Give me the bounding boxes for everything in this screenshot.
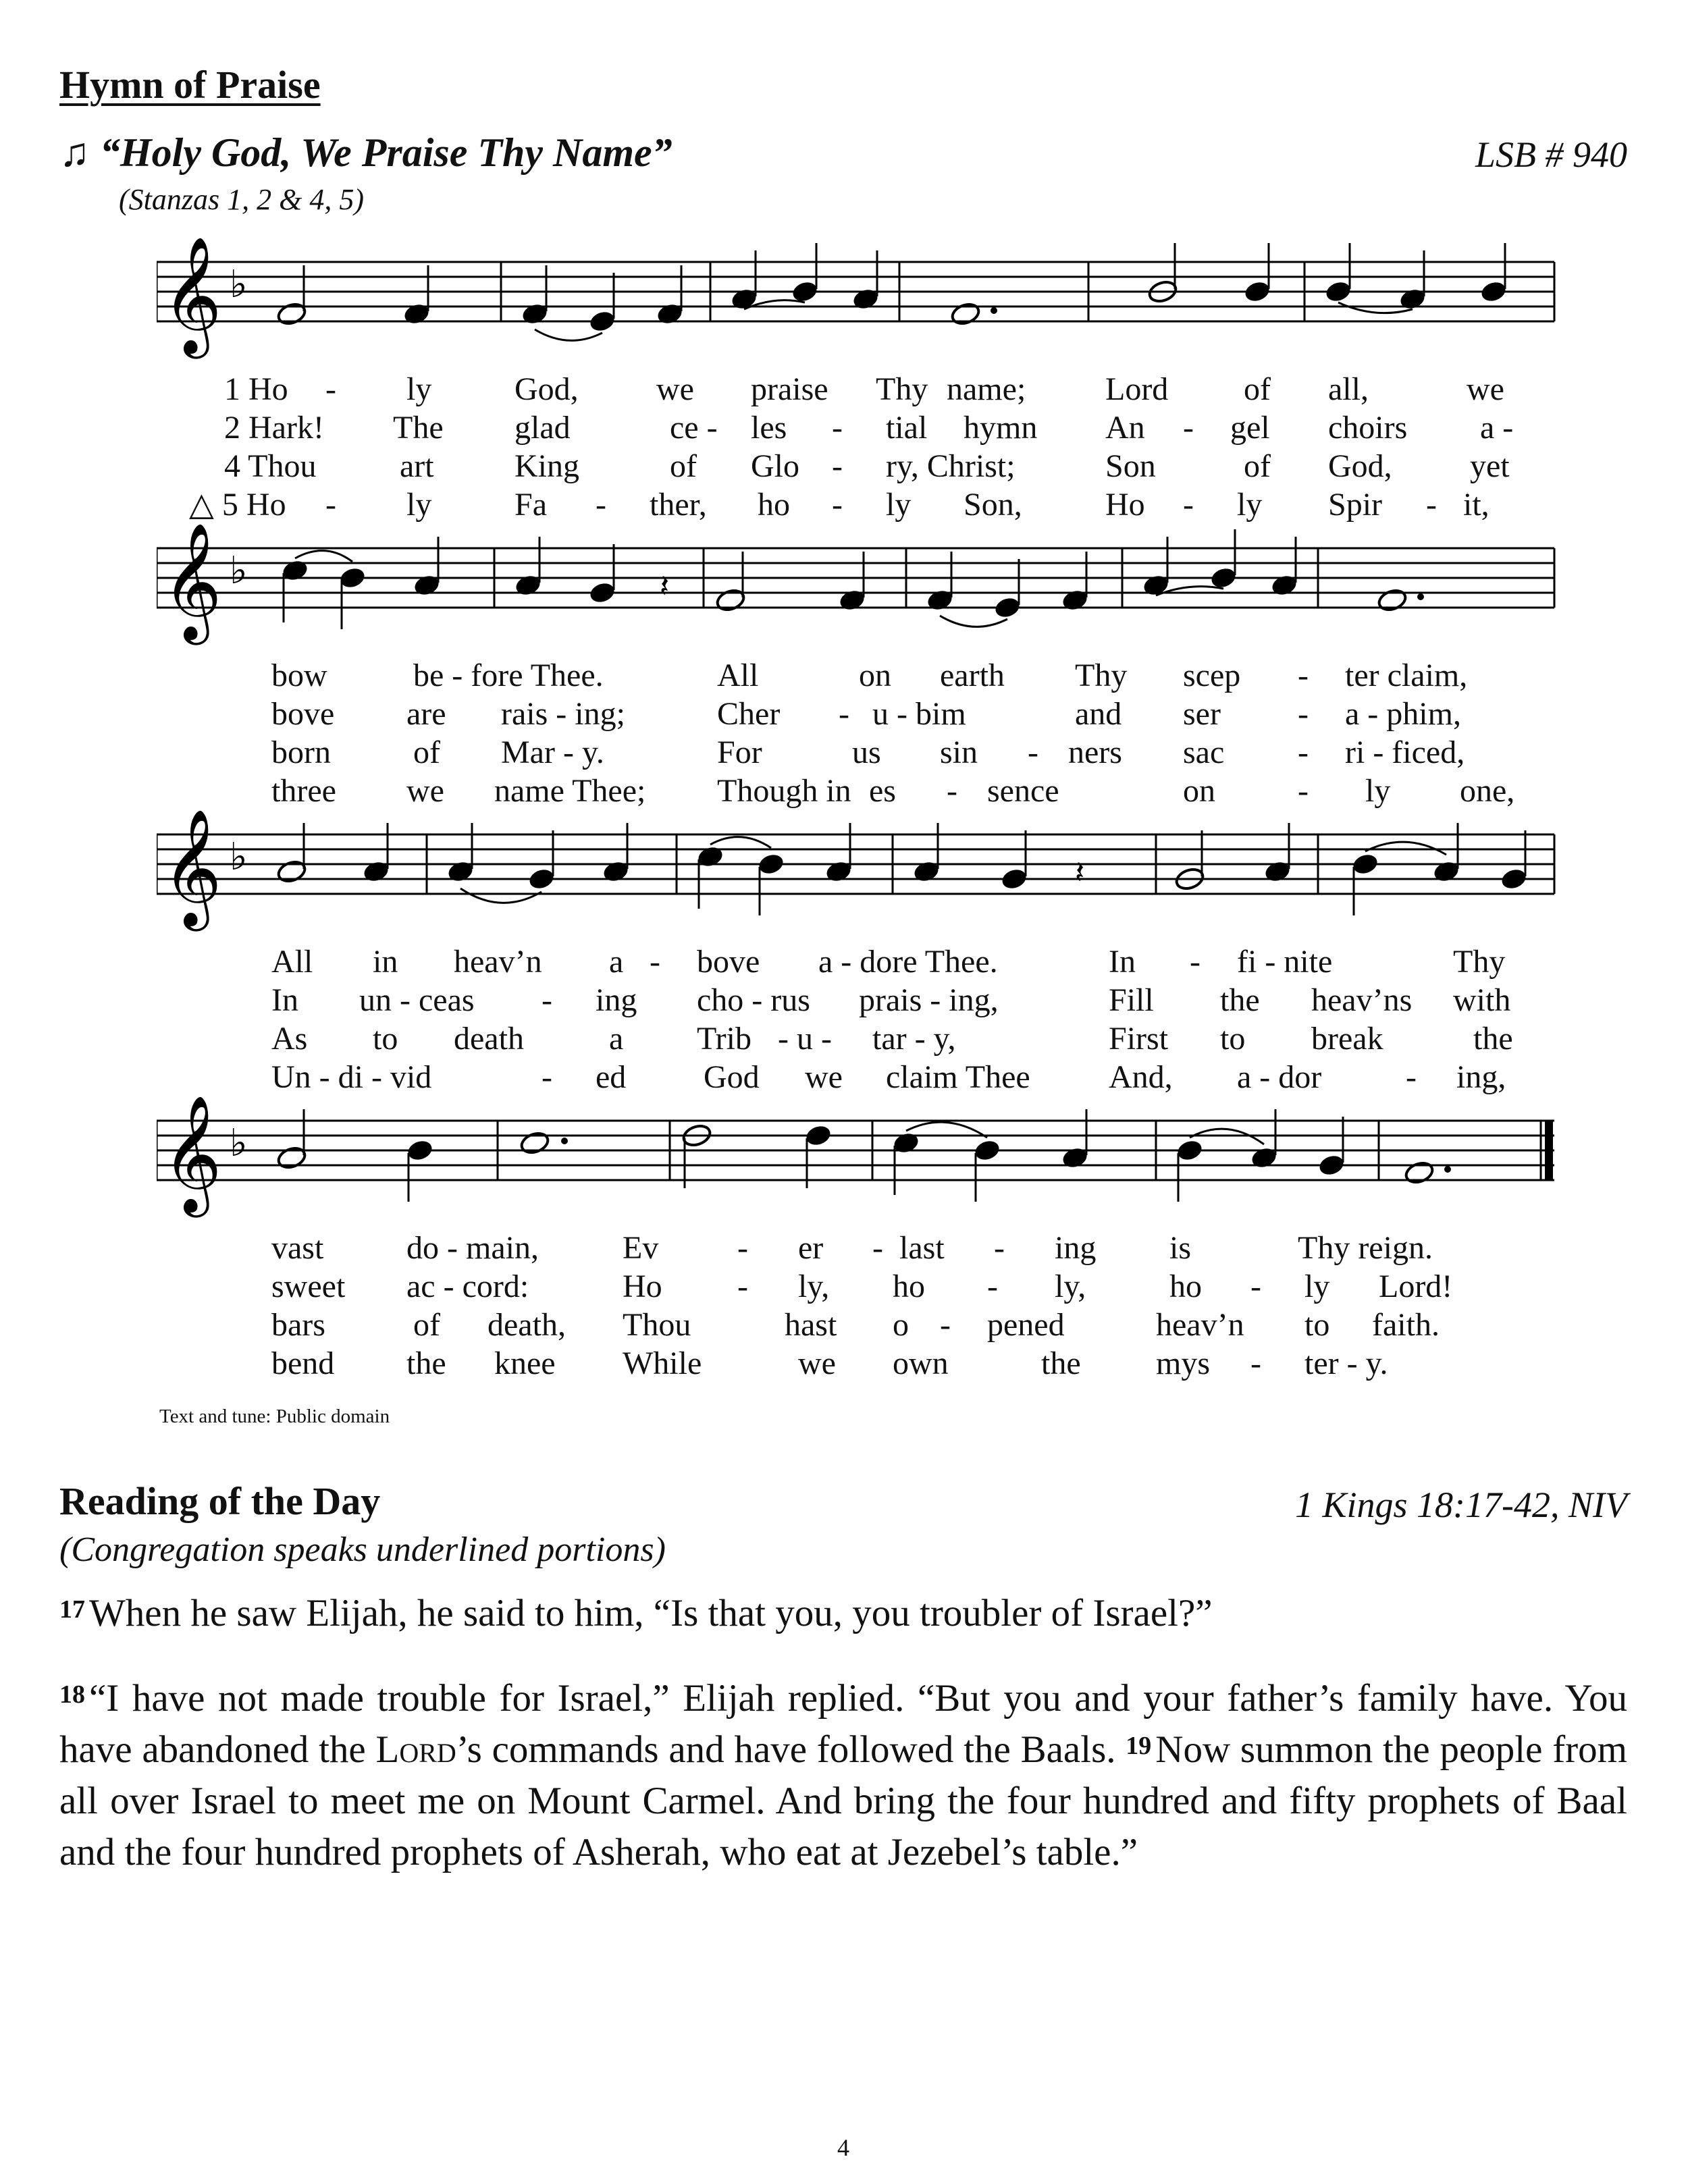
lyric-syllable: Mar - y. bbox=[501, 735, 604, 770]
lord-smallcaps: Lord bbox=[375, 1728, 456, 1771]
lyric-syllable: God, bbox=[1328, 448, 1392, 484]
lyric-line bbox=[157, 1344, 1561, 1383]
lyric-syllable: er bbox=[798, 1230, 824, 1266]
lyric-syllable: a - dore Thee. bbox=[818, 944, 998, 980]
lyric-syllable: les bbox=[751, 410, 787, 446]
lyric-syllable: to bbox=[373, 1021, 398, 1057]
svg-text:♭: ♭ bbox=[230, 263, 248, 307]
lyric-syllable: ter - y. bbox=[1304, 1346, 1388, 1381]
stanzas-note: (Stanzas 1, 2 & 4, 5) bbox=[119, 183, 364, 216]
lyric-syllable: born bbox=[271, 735, 331, 770]
lyric-syllable: Ho bbox=[1105, 487, 1145, 523]
svg-text:𝄽: 𝄽 bbox=[1075, 854, 1085, 890]
staff-4 bbox=[157, 1094, 1561, 1229]
lyric-syllable: ing bbox=[1055, 1230, 1097, 1266]
hymn-title-row bbox=[59, 130, 672, 176]
lyric-syllable: - bbox=[940, 1307, 951, 1343]
lyric-syllable: to bbox=[1304, 1307, 1330, 1343]
svg-text:♭: ♭ bbox=[230, 549, 248, 593]
lyric-syllable: - bbox=[325, 371, 336, 407]
lyric-syllable: name; bbox=[947, 371, 1026, 407]
lyric-syllable: sence bbox=[987, 773, 1059, 809]
hymn-credit: Text and tune: Public domain bbox=[159, 1406, 390, 1427]
lyric-syllable: ce - bbox=[670, 410, 718, 446]
lyric-syllable: heav’ns bbox=[1311, 982, 1413, 1018]
lyric-syllable: - bbox=[1298, 735, 1309, 770]
lyric-syllable: the bbox=[1220, 982, 1260, 1018]
lyric-line bbox=[157, 1306, 1561, 1344]
lyric-syllable: - bbox=[1406, 1059, 1417, 1095]
lyric-syllable: All bbox=[271, 944, 313, 980]
lyric-syllable: prais - ing, bbox=[859, 982, 999, 1018]
lyric-syllable: 1 Ho bbox=[224, 371, 288, 407]
svg-text:♭: ♭ bbox=[230, 1121, 248, 1165]
lyric-syllable: hast bbox=[785, 1307, 837, 1343]
lyric-syllable: of bbox=[670, 448, 697, 484]
lyric-syllable: heav’n bbox=[454, 944, 542, 980]
lyric-syllable: sac bbox=[1183, 735, 1225, 770]
lyric-syllable: sin bbox=[940, 735, 978, 770]
lyric-syllable: a - phim, bbox=[1345, 696, 1461, 732]
lyric-line bbox=[157, 981, 1561, 1019]
svg-text:𝄞: 𝄞 bbox=[162, 236, 222, 354]
lyric-syllable: An bbox=[1105, 410, 1145, 446]
lyric-line bbox=[157, 772, 1561, 810]
lyric-syllable: break bbox=[1311, 1021, 1383, 1057]
lyric-syllable: bow bbox=[271, 658, 327, 693]
lyric-syllable: ly, bbox=[1055, 1269, 1086, 1304]
lyric-syllable: knee bbox=[494, 1346, 556, 1381]
lyric-syllable: tar - y, bbox=[872, 1021, 956, 1057]
lyric-syllable: do - main, bbox=[406, 1230, 539, 1266]
reading-reference: 1 Kings 18:17-42, NIV bbox=[1295, 1485, 1627, 1525]
lyric-syllable: we bbox=[656, 371, 694, 407]
lyric-syllable: - bbox=[1298, 696, 1309, 732]
verse-number: 19 bbox=[1126, 1732, 1152, 1760]
lyric-syllable: As bbox=[271, 1021, 308, 1057]
lyric-syllable: Fa bbox=[515, 487, 547, 523]
lyric-syllable: hymn bbox=[964, 410, 1038, 446]
lyric-syllable: ter claim, bbox=[1345, 658, 1468, 693]
lyric-syllable: ly bbox=[406, 371, 432, 407]
lyric-syllable: to bbox=[1220, 1021, 1246, 1057]
lyric-syllable: three bbox=[271, 773, 336, 809]
lyric-syllable: bove bbox=[271, 696, 335, 732]
lyric-syllable: Un - di - vid bbox=[271, 1059, 432, 1095]
hymn-reference: LSB # 940 bbox=[1475, 134, 1627, 175]
lyric-syllable: In bbox=[271, 982, 298, 1018]
lyric-line bbox=[157, 408, 1561, 447]
lyric-syllable: △ 5 Ho bbox=[189, 487, 286, 523]
lyric-syllable: of bbox=[413, 1307, 440, 1343]
lyric-line bbox=[157, 370, 1561, 408]
lyric-syllable: - bbox=[1183, 410, 1194, 446]
staff-2 bbox=[157, 521, 1561, 656]
svg-text:𝄽: 𝄽 bbox=[660, 568, 670, 604]
lyric-syllable: es bbox=[869, 773, 896, 809]
music-system-4 bbox=[157, 1094, 1561, 1383]
lyric-syllable: cho - rus bbox=[697, 982, 810, 1018]
lyric-syllable: - bbox=[737, 1230, 748, 1266]
lyric-syllable: - bbox=[832, 487, 843, 523]
lyric-syllable: - bbox=[872, 1230, 883, 1266]
lyric-line bbox=[157, 485, 1561, 524]
lyric-syllable: ry, Christ; bbox=[886, 448, 1016, 484]
lyric-syllable: pened bbox=[987, 1307, 1065, 1343]
lyric-syllable: heav’n bbox=[1156, 1307, 1244, 1343]
verse-17: $^{17}$ When he saw Elijah, he said to him, “Is that you, you troubler of Israel?” bbox=[59, 1592, 1213, 1634]
lyric-syllable: - bbox=[1028, 735, 1038, 770]
lyric-syllable: - bbox=[325, 487, 336, 523]
lyric-syllable: - bbox=[1183, 487, 1194, 523]
lyric-syllable: - bbox=[832, 410, 843, 446]
lyric-syllable: the bbox=[1473, 1021, 1513, 1057]
lyric-syllable: ho bbox=[758, 487, 790, 523]
lyric-syllable: God, bbox=[515, 371, 579, 407]
lyric-syllable: Ho bbox=[623, 1269, 662, 1304]
lyric-syllable: Thy bbox=[876, 371, 928, 407]
lyric-syllable: gel bbox=[1230, 410, 1270, 446]
lyric-syllable: Spir bbox=[1328, 487, 1383, 523]
lyric-syllable: sweet bbox=[271, 1269, 346, 1304]
system-3-lyrics bbox=[157, 942, 1561, 1096]
lyric-syllable: ser bbox=[1183, 696, 1221, 732]
lyric-syllable: death, bbox=[487, 1307, 566, 1343]
lyric-syllable: a bbox=[609, 944, 624, 980]
lyric-syllable: Thy reign. bbox=[1298, 1230, 1433, 1266]
lyric-syllable: and bbox=[1075, 696, 1122, 732]
lyric-syllable: one, bbox=[1460, 773, 1515, 809]
lyric-syllable: bend bbox=[271, 1346, 335, 1381]
lyric-syllable: the bbox=[406, 1346, 446, 1381]
lyric-syllable: yet bbox=[1470, 448, 1510, 484]
lyric-syllable: ly bbox=[886, 487, 912, 523]
staff-1 bbox=[157, 235, 1561, 370]
lyric-syllable: rais - ing; bbox=[501, 696, 625, 732]
lyric-syllable: Glo bbox=[751, 448, 799, 484]
lyric-syllable: last bbox=[899, 1230, 945, 1266]
lyric-line bbox=[157, 695, 1561, 733]
lyric-syllable: are bbox=[406, 696, 446, 732]
lyric-syllable: ly bbox=[1365, 773, 1391, 809]
lyric-syllable: we bbox=[805, 1059, 843, 1095]
music-system-3 bbox=[157, 807, 1561, 1096]
lyric-syllable: Fill bbox=[1109, 982, 1154, 1018]
lyric-syllable: The bbox=[393, 410, 444, 446]
lyric-syllable: bove bbox=[697, 944, 760, 980]
lyric-syllable: ed bbox=[596, 1059, 627, 1095]
lyric-syllable: - bbox=[832, 448, 843, 484]
lyric-syllable: of bbox=[413, 735, 440, 770]
lyric-syllable: - bbox=[1298, 658, 1309, 693]
lyric-syllable: - bbox=[596, 487, 606, 523]
lyric-syllable: death bbox=[454, 1021, 524, 1057]
lyric-line bbox=[157, 942, 1561, 981]
lyric-syllable: praise bbox=[751, 371, 828, 407]
staff-3 bbox=[157, 807, 1561, 942]
reading-note: (Congregation speaks underlined portions) bbox=[59, 1530, 666, 1569]
lyric-syllable: a bbox=[609, 1021, 624, 1057]
lyric-syllable: - bbox=[987, 1269, 998, 1304]
lyric-syllable: be - fore Thee. bbox=[413, 658, 604, 693]
lyric-line bbox=[157, 733, 1561, 772]
lyric-syllable: - bbox=[1250, 1269, 1261, 1304]
lyric-syllable: - bbox=[650, 944, 660, 980]
lyric-syllable: ho bbox=[893, 1269, 925, 1304]
lyric-syllable: claim Thee bbox=[886, 1059, 1030, 1095]
lyric-syllable: glad bbox=[515, 410, 571, 446]
lyric-syllable: First bbox=[1109, 1021, 1169, 1057]
lyric-syllable: we bbox=[406, 773, 444, 809]
lyric-syllable: earth bbox=[940, 658, 1005, 693]
lyric-syllable: bars bbox=[271, 1307, 325, 1343]
lyric-syllable: Son bbox=[1105, 448, 1156, 484]
lyric-syllable: a - dor bbox=[1237, 1059, 1322, 1095]
lyric-syllable: all, bbox=[1328, 371, 1369, 407]
lyric-syllable: - bbox=[839, 696, 849, 732]
page-number: 4 bbox=[837, 2134, 849, 2161]
svg-text:𝄞: 𝄞 bbox=[162, 1095, 222, 1213]
lyric-syllable: ly bbox=[1237, 487, 1263, 523]
verse-number: 17 bbox=[59, 1595, 85, 1624]
lyric-line bbox=[157, 1229, 1561, 1267]
lyric-syllable: ly bbox=[406, 487, 432, 523]
lyric-line bbox=[157, 656, 1561, 695]
verse-number: 18 bbox=[59, 1680, 85, 1709]
lyric-line bbox=[157, 1019, 1561, 1058]
system-2-lyrics bbox=[157, 656, 1561, 810]
lyric-syllable: vast bbox=[271, 1230, 324, 1266]
lyric-syllable: Thy bbox=[1075, 658, 1128, 693]
lyric-syllable: Thy bbox=[1453, 944, 1506, 980]
reading-section-heading: Reading of the Day bbox=[59, 1479, 381, 1523]
lyric-syllable: - bbox=[542, 1059, 552, 1095]
lyric-syllable: ri - ficed, bbox=[1345, 735, 1465, 770]
lyric-syllable: Ev bbox=[623, 1230, 659, 1266]
lyric-line bbox=[157, 1058, 1561, 1096]
lyric-syllable: faith. bbox=[1372, 1307, 1440, 1343]
reading-text bbox=[59, 1588, 1627, 1878]
lyric-syllable: with bbox=[1453, 982, 1511, 1018]
lyric-syllable: - bbox=[1298, 773, 1309, 809]
lyric-syllable: name Thee; bbox=[494, 773, 646, 809]
music-system-1 bbox=[157, 235, 1561, 524]
lyric-syllable: in bbox=[373, 944, 398, 980]
lyric-syllable: own bbox=[893, 1346, 949, 1381]
lyric-syllable: King bbox=[515, 448, 579, 484]
lyric-syllable: o bbox=[893, 1307, 909, 1343]
lyric-syllable: of bbox=[1244, 371, 1271, 407]
lyric-syllable: Lord! bbox=[1379, 1269, 1453, 1304]
lyric-syllable: u - bim bbox=[872, 696, 966, 732]
lyric-line bbox=[157, 1267, 1561, 1306]
lyric-syllable: the bbox=[1041, 1346, 1081, 1381]
lyric-syllable: Lord bbox=[1105, 371, 1169, 407]
lyric-syllable: art bbox=[400, 448, 434, 484]
hymn-section-heading: Hymn of Praise bbox=[59, 63, 321, 107]
lyric-syllable: While bbox=[623, 1346, 702, 1381]
lyric-syllable: tial bbox=[886, 410, 928, 446]
lyric-syllable: a - bbox=[1480, 410, 1514, 446]
lyric-syllable: is bbox=[1169, 1230, 1192, 1266]
lyric-syllable: All bbox=[717, 658, 759, 693]
lyric-syllable: ho bbox=[1169, 1269, 1202, 1304]
svg-text:𝄞: 𝄞 bbox=[162, 809, 222, 926]
lyric-syllable: 4 Thou bbox=[224, 448, 317, 484]
lyric-syllable: - bbox=[542, 982, 552, 1018]
verse-18-19: $^{18}$ “I have not made trouble for Israel,” Elijah replied. “But you and your father’s family have. You have abandoned the Lord’s commands and have followed the Baals. $^{19}$ Now summon the people from all over Israel to meet me on Mount Carmel. And bring the four hundred and fifty prophets of Baal and the four hundred prophets of Asherah, who eat at Jezebel’s table.” bbox=[59, 1677, 1627, 1873]
lyric-syllable: Trib bbox=[697, 1021, 751, 1057]
lyric-syllable: ners bbox=[1068, 735, 1122, 770]
lyric-syllable: God bbox=[704, 1059, 760, 1095]
lyric-syllable: Cher bbox=[717, 696, 781, 732]
lyric-syllable: - bbox=[1250, 1346, 1261, 1381]
lyric-syllable: us bbox=[852, 735, 881, 770]
lyric-syllable: For bbox=[717, 735, 762, 770]
lyric-syllable: it, bbox=[1463, 487, 1489, 523]
lyric-syllable: - bbox=[947, 773, 957, 809]
system-1-lyrics bbox=[157, 370, 1561, 524]
lyric-syllable: of bbox=[1244, 448, 1271, 484]
hymn-title: “Holy God, We Praise Thy Name” bbox=[100, 130, 672, 175]
lyric-syllable: ther, bbox=[650, 487, 707, 523]
lyric-syllable: Though in bbox=[717, 773, 851, 809]
lyric-syllable: un - ceas bbox=[359, 982, 475, 1018]
music-note-icon: ♫ bbox=[59, 130, 90, 175]
lyric-syllable: scep bbox=[1183, 658, 1241, 693]
lyric-syllable: - bbox=[1426, 487, 1437, 523]
lyric-syllable: Son, bbox=[964, 487, 1022, 523]
svg-text:𝄞: 𝄞 bbox=[162, 523, 222, 640]
lyric-syllable: - bbox=[994, 1230, 1005, 1266]
lyric-syllable: ac - cord: bbox=[406, 1269, 529, 1304]
lyric-syllable: on bbox=[1183, 773, 1215, 809]
lyric-syllable: Thou bbox=[623, 1307, 691, 1343]
lyric-syllable: fi - nite bbox=[1237, 944, 1333, 980]
lyric-syllable: ing, bbox=[1456, 1059, 1506, 1095]
lyric-syllable: And, bbox=[1109, 1059, 1173, 1095]
lyric-syllable: on bbox=[859, 658, 891, 693]
lyric-syllable: 2 Hark! bbox=[224, 410, 324, 446]
lyric-syllable: - bbox=[1190, 944, 1201, 980]
lyric-syllable: mys bbox=[1156, 1346, 1211, 1381]
lyric-syllable: we bbox=[1467, 371, 1504, 407]
system-4-lyrics bbox=[157, 1229, 1561, 1383]
lyric-syllable: ing bbox=[596, 982, 637, 1018]
music-system-2 bbox=[157, 521, 1561, 810]
lyric-syllable: choirs bbox=[1328, 410, 1408, 446]
svg-text:♭: ♭ bbox=[230, 835, 248, 879]
lyric-line bbox=[157, 447, 1561, 485]
lyric-syllable: - u - bbox=[778, 1021, 832, 1057]
lyric-syllable: In bbox=[1109, 944, 1136, 980]
lyric-syllable: ly bbox=[1304, 1269, 1330, 1304]
lyric-syllable: ly, bbox=[798, 1269, 830, 1304]
lyric-syllable: - bbox=[737, 1269, 748, 1304]
lyric-syllable: we bbox=[798, 1346, 836, 1381]
